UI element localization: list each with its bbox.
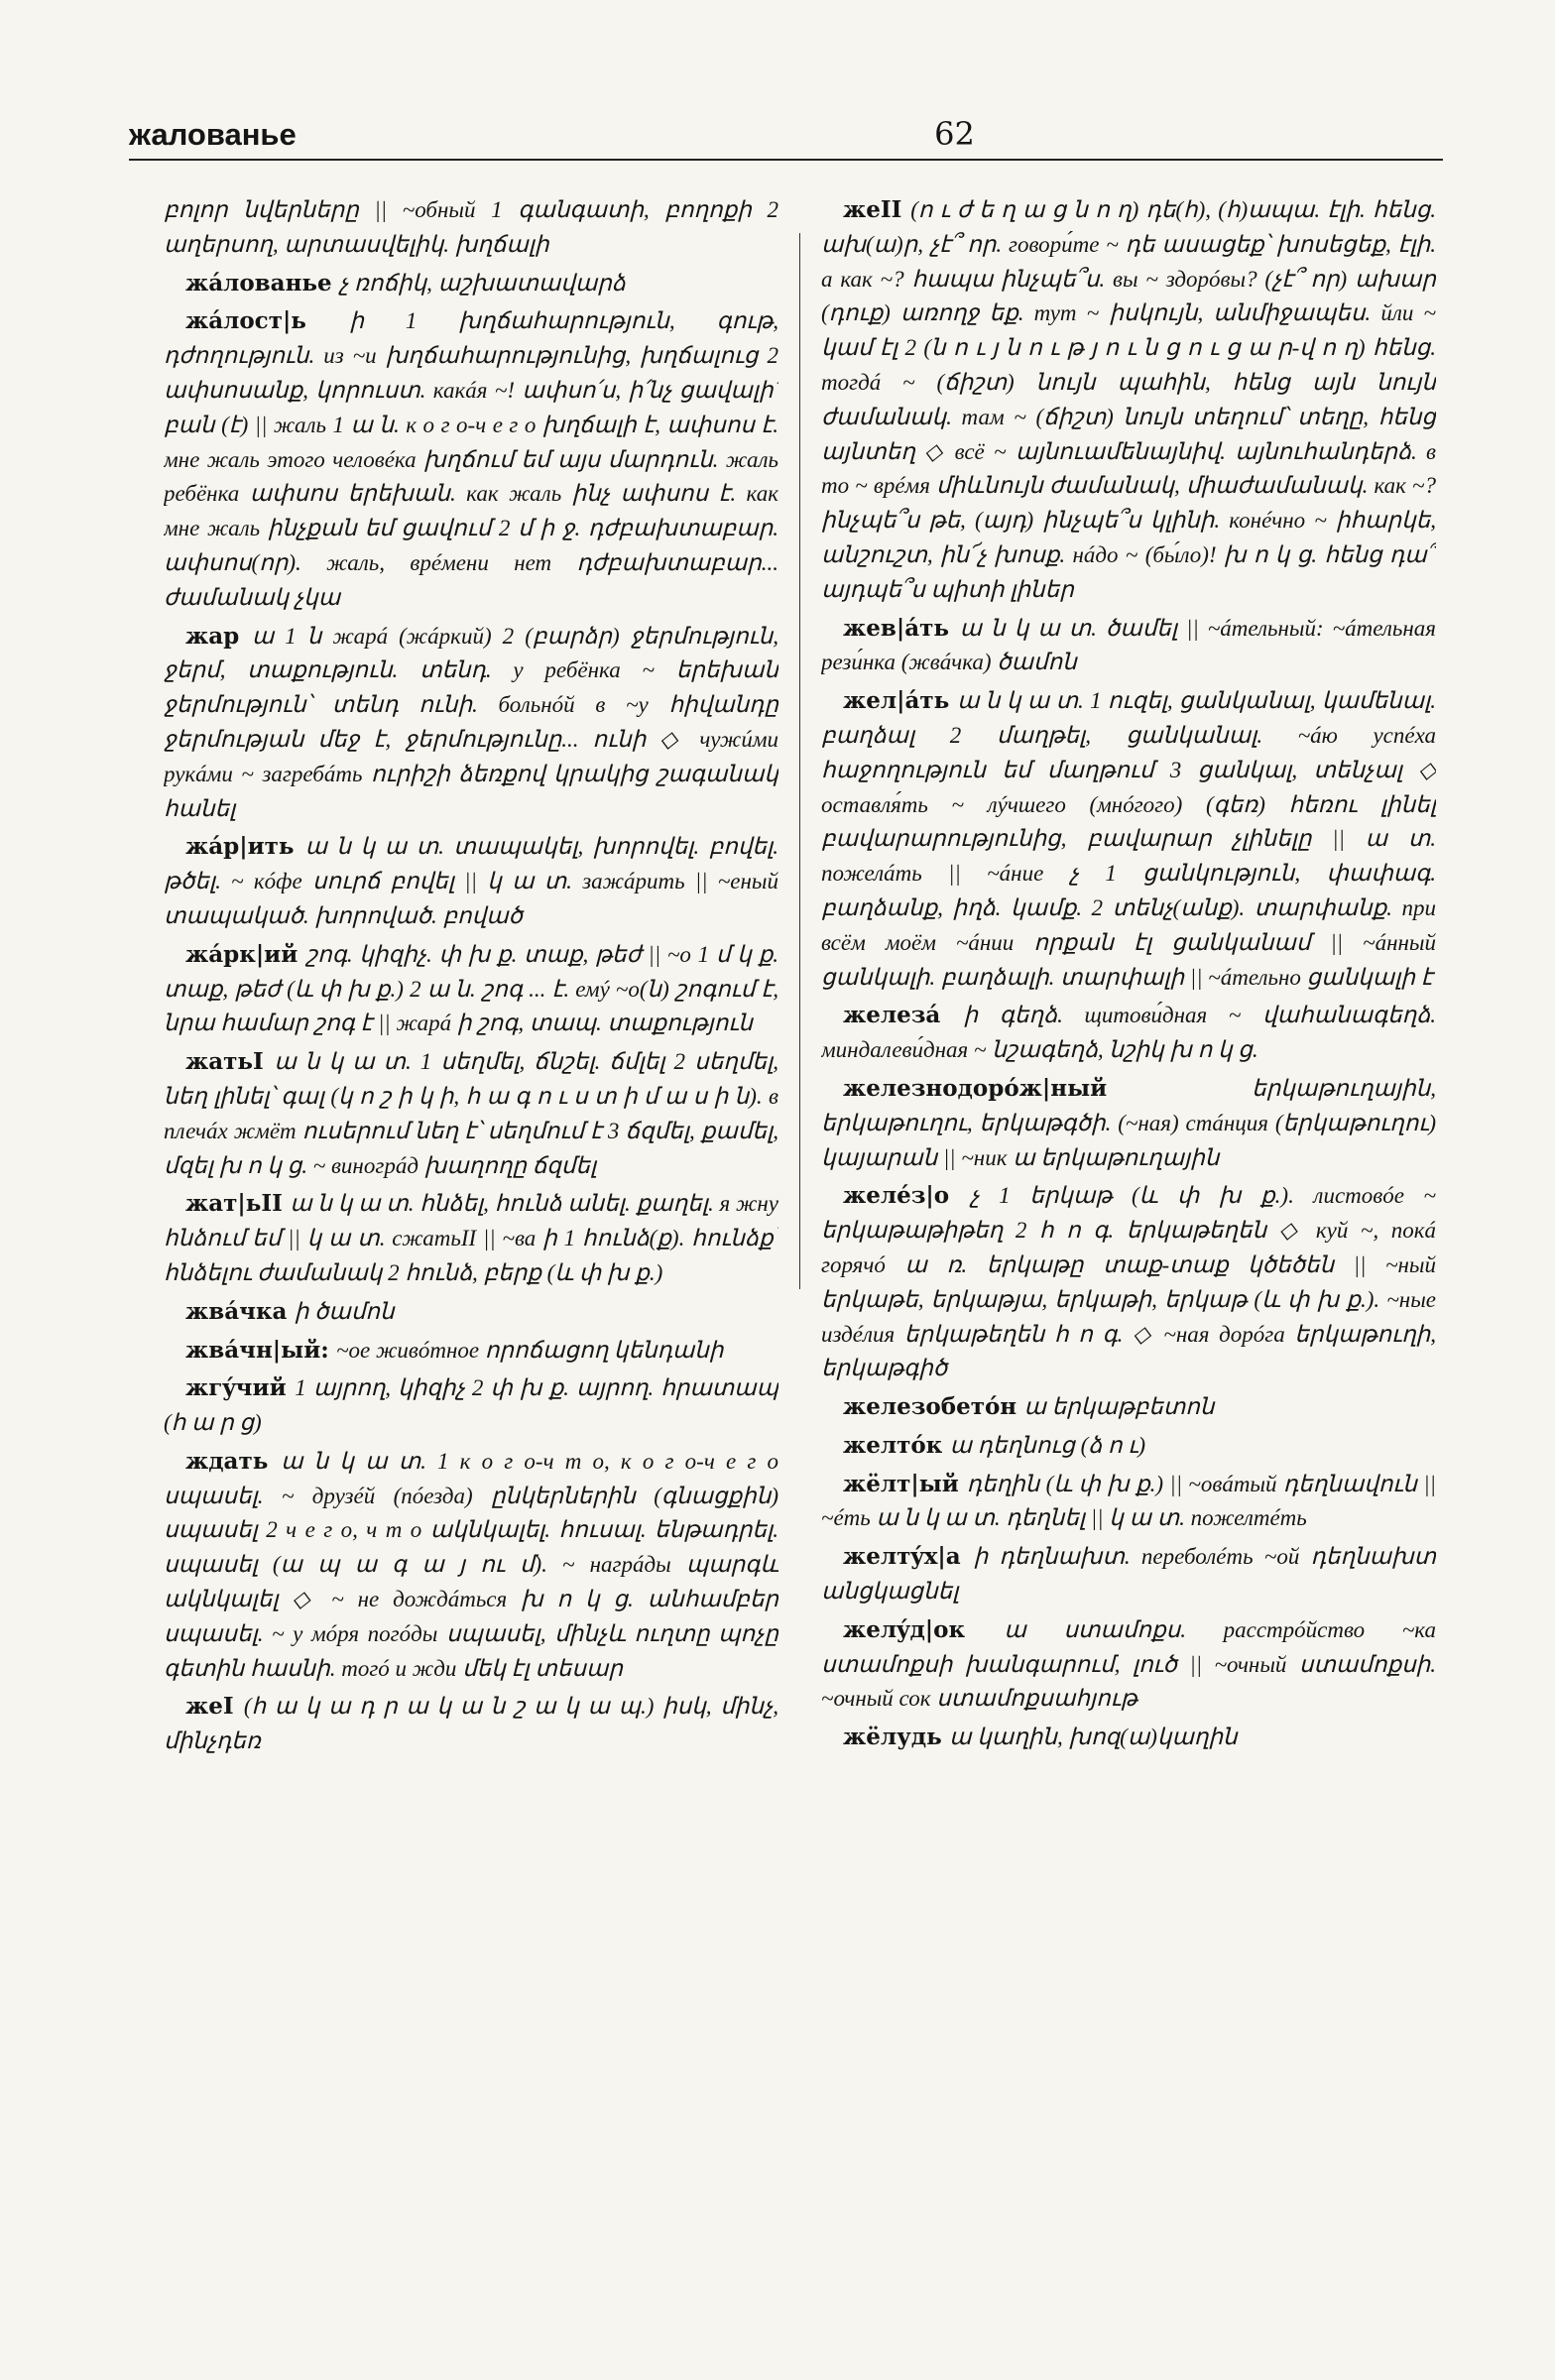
entry-definition: ա ն կ ա տ. 1 սեղմել, ճնշել. ճմլել 2 սեղմել, նեղ լինել՝ գալ (կ ո շ ի կ ի, հ ա գ ո ւ ս տ ի մ ա ս ի ն). в плечáх жмёт ուսերում նեղ է՝ սեղմում է 3 ճզմել, քամել, մզել խ ո կ ց. ~ виногрáд խաղողը ճզմել: [164, 1049, 778, 1178]
entry-lemma: желýд|ок: [843, 1615, 966, 1643]
dictionary-entry: [164, 267, 778, 301]
entry-lemma: жáлованье: [185, 269, 332, 297]
entry-lemma: жат|ьII: [185, 1190, 283, 1218]
dictionary-entry: [821, 999, 1436, 1068]
dictionary-entry: [821, 1072, 1436, 1175]
dictionary-entry: [821, 1540, 1436, 1609]
entry-lemma: жáрк|ий: [185, 940, 299, 968]
dictionary-entry: [164, 830, 778, 933]
entry-lemma: жгýчий: [185, 1374, 287, 1402]
entry-lemma: железобетóн: [843, 1393, 1017, 1421]
entry-definition: ի 1 խղճահարություն, գութ, դժողություն. из ~и խղճահարությունից, խղճալուց 2 ափսոսանք, կորուստ. какáя ~! ափսո՛ս, ի՛նչ ցավալի՛ բան (է) || жаль 1 ա ն. к о г о-ч е г о խղճալի է, ափսոս է. мне жаль этого человéка խղճում եմ այս մարդուն. жаль ребёнка ափսոս երեխան. как жаль ինչ ափսոս է. как мне жаль ինչքան եմ ցավում 2 մ ի ջ. դժբախտաբար. ափսոս(որ). жаль, врéмени нет դժբախտաբար... ժամանակ չկա: [164, 308, 778, 610]
entry-lemma: железá: [843, 1002, 941, 1029]
entry-definition: ա ն կ ա տ. ծամել || ~áтельный: ~áтельная рези́нка (жвáчка) ծամոն: [821, 615, 1436, 675]
right-column: [821, 193, 1436, 2360]
running-headword: жалованье: [129, 117, 297, 152]
entry-definition: ա ն կ ա տ. 1 к о г о-ч т о, к о г о-ч е г о սպասել. ~ друзéй (пóезда) ընկերներին (գնացքին) սպասել 2 ч е г о, ч т о ակնկալել. հուսալ. ենթադրել. սպասել (ա պ ա գ ա յ ու մ). ~ нагрáды պարգև ակնկալել ◇ ~ не дождáться խ ո կ ց. անհամբեր սպասել. ~ у мóря погóды սպասել, մինչև ուղտը պոչը գետին հասնի. тогó и жди մեկ էլ տեսար: [164, 1448, 778, 1681]
dictionary-entry: [821, 1468, 1436, 1537]
entry-lemma: желтóк: [843, 1431, 943, 1459]
entry-lemma: жеI: [185, 1693, 234, 1721]
entry-lemma: жáлост|ь: [185, 307, 306, 335]
dictionary-entry: [164, 1371, 778, 1441]
dictionary-entry: [164, 304, 778, 615]
entry-lemma: жвáчка: [185, 1297, 288, 1325]
entry-definition: ա ն կ ա տ. տապակել, խորովել. բովել. թծել. ~ кóфе սուրճ բովել || կ ա տ. зажáрить || ~еный տապակած. խորոված. բոված: [164, 834, 778, 928]
entry-definition: երկաթուղային, երկաթուղու, երկաթգծի. (~ная) стáнция (երկաթուղու) կայարան || ~ник ա երկաթուղային: [821, 1075, 1436, 1170]
dictionary-entry: [821, 1390, 1436, 1425]
entry-definition: ~ое живóтное որոճացող կենդանի: [336, 1337, 724, 1363]
entry-lemma: железнодорóж|ный: [843, 1074, 1108, 1102]
entry-definition: (ո ւ ժ ե ղ ա ց ն ո ղ) դե(հ), (հ)ապա. էլի. հենց. ախ(ա)ր, չէ՞ որ. говори́те ~ դե ասացեք՝ խոսեցեք, էլի. а как ~? հապա ինչպե՞ս. вы ~ здорóвы? (չէ՞ որ) ախար (դուք) առողջ եք. тут ~ իսկույն, անմիջապես. йли ~ կամ էլ 2 (ն ո ւ յ ն ո ւ թ յ ո ւ ն ց ո ւ ց ա ր-վ ո ղ) հենց. тогдá ~ (ճիշտ) նույն պահին, հենց այն նույն ժամանակ. там ~ (ճիշտ) նույն տեղում՝ տեղը, հենց այնտեղ ◇ всё ~ այնուամենայնիվ. այնուհանդերձ. в то ~ врéмя միևնույն ժամանակ, միաժամանակ. как ~? ինչպե՞ս թե, (այդ) ինչպե՞ս կլինի. конéчно ~ իհարկե, անշուշտ, ին՜չ խոսք. нáдо ~ (бы́ло)! խ ո կ ց. հենց դա՞ այդպե՞ս պիտի լիներ: [821, 197, 1436, 602]
entry-definition: (հ ա կ ա դ ր ա կ ա ն շ ա կ ա պ.) իսկ, մինչ, մինչդեռ: [164, 1694, 778, 1754]
entry-lemma: жёлудь: [843, 1724, 942, 1751]
entry-definition: ա երկաթբետոն: [1023, 1394, 1215, 1420]
dictionary-entry: [164, 193, 778, 263]
entry-lemma: жёлт|ый: [843, 1470, 959, 1497]
dictionary-entry: [164, 938, 778, 1041]
entry-definition: ի գեղձ. щитови́дная ~ վահանագեղձ. миндалеви́дная ~ նշագեղձ, նշիկ խ ո կ ց.: [821, 1003, 1436, 1063]
dictionary-entry: [164, 1295, 778, 1330]
left-column: [164, 193, 778, 2360]
entry-lemma: ждать: [185, 1447, 269, 1475]
dictionary-entry: [164, 1045, 778, 1183]
entry-definition: բոլոր նվերները || ~обный 1 գանգատի, բողոքի 2 աղերսող, արտասվելիկ. խղճալի: [164, 197, 778, 257]
entry-definition: չ 1 երկաթ (և փ խ ք.). листовóе ~ երկաթաթիթեղ 2 հ ո գ. երկաթեղեն ◇ куй ~, покá горячó ա ռ. երկաթը տաք-տաք կծեծեն || ~ный երկաթե, երկաթյա, երկաթի, երկաթ (և փ խ ք.). ~ные издéлия երկաթեղեն հ ո գ. ◇ ~ная дорóга երկաթուղի, երկաթգիծ: [821, 1183, 1436, 1381]
dictionary-entry: [821, 1721, 1436, 1755]
entry-lemma: желтýх|а: [843, 1543, 961, 1571]
dictionary-entry: [164, 1690, 778, 1759]
entry-lemma: жвáчн|ый:: [185, 1336, 329, 1364]
entry-lemma: жев|áть: [843, 614, 949, 642]
page-header: [129, 111, 1443, 161]
column-divider: [799, 233, 800, 1289]
dictionary-entry: [164, 1334, 778, 1368]
dictionary-entry: [821, 1429, 1436, 1464]
entry-definition: 1 այրող, կիզիչ 2 փ խ ք. այրող. հրատապ (հ ա ր ց): [164, 1375, 778, 1436]
entry-definition: ի ծամոն: [294, 1298, 395, 1324]
entry-definition: ա ստամոքս. расстрóйство ~ка ստամոքսի խանգարում, լուծ || ~очный ստամոքսի. ~очный сок ստամոքսահյութ: [821, 1616, 1436, 1712]
dictionary-entry: [821, 193, 1436, 608]
entry-lemma: жáр|ить: [185, 833, 295, 861]
entry-definition: ա կաղին, խոզ(ա)կաղին: [949, 1725, 1238, 1750]
entry-lemma: жел|áть: [843, 687, 950, 715]
dictionary-entry: [164, 1187, 778, 1290]
dictionary-entry: [164, 620, 778, 827]
entry-definition: ա դեղնուց (ձ ո ւ): [949, 1432, 1146, 1458]
header-rule: [129, 159, 1443, 161]
page-number: 62: [934, 115, 975, 153]
dictionary-entry: [821, 1613, 1436, 1717]
entry-lemma: желéз|о: [843, 1182, 950, 1210]
dictionary-entry: [821, 684, 1436, 995]
entry-definition: դեղին (և փ խ ք.) || ~овáтый դեղնավուն || ~éть ա ն կ ա տ. դեղնել || կ ա տ. пожелтéть: [821, 1471, 1436, 1531]
entry-definition: ա 1 ն жарá (жáркий) 2 (բարձր) ջերմություն, ջերմ, տաքություն. տենդ. у ребёнка ~ երեխան ջերմություն՝ տենդ ունի. больнóй в ~у հիվանդը ջերմության մեջ է, ջերմությունը... ունի ◇ чужúми рукáми ~ загребáть ուրիշի ձեռքով կրակից շագանակ հանել: [164, 623, 778, 821]
dictionary-entry: [821, 1179, 1436, 1386]
entry-definition: շոգ. կիզիչ. փ խ ք. տաք, թեժ || ~о 1 մ կ ք. տաք, թեժ (և փ խ ք.) 2 ա ն. շոգ ... է. емý ~о(ն) շոգում է, նրա համար շոգ է || жарá ի շոգ, տապ. տաքություն: [164, 941, 778, 1036]
entry-definition: ա ն կ ա տ. հնձել, հունձ անել. քաղել. я жну հնձում եմ || կ ա տ. сжатьII || ~ва ի 1 հունձ(ք). հունձք՝ հնձելու ժամանակ 2 հունձ, բերք (և փ խ ք.): [164, 1191, 778, 1285]
entry-lemma: жатьI: [185, 1048, 264, 1076]
entry-definition: ա ն կ ա տ. 1 ուզել, ցանկանալ, կամենալ. բաղձալ 2 մաղթել, ցանկանալ. ~áю успéха հաջողություն եմ մաղթում 3 ցանկալ, տենչալ ◇ оставля́ть ~ лýчшего (мнóгого) (գեռ) հեռու լինել բավարարությունից, բավարար չլինելը || ա տ. пожелáть || ~áние չ 1 ցանկություն, փափագ. բաղձանք, իղձ. կամք. 2 տենչ(անք). տարփանք. при всём моём ~áнии որքան էլ ցանկանամ || ~áнный ցանկալի. բաղձալի. տարփալի || ~áтельно ցանկալի է: [821, 688, 1436, 990]
entry-definition: ի դեղնախտ. переболéть ~ой դեղնախտ անցկացնել: [821, 1544, 1436, 1605]
dictionary-entry: [821, 612, 1436, 681]
entry-lemma: жеII: [843, 196, 902, 223]
entry-definition: չ ռոճիկ, աշխատավարձ: [338, 270, 626, 296]
entry-lemma: жар: [185, 622, 240, 650]
dictionary-entry: [164, 1445, 778, 1687]
